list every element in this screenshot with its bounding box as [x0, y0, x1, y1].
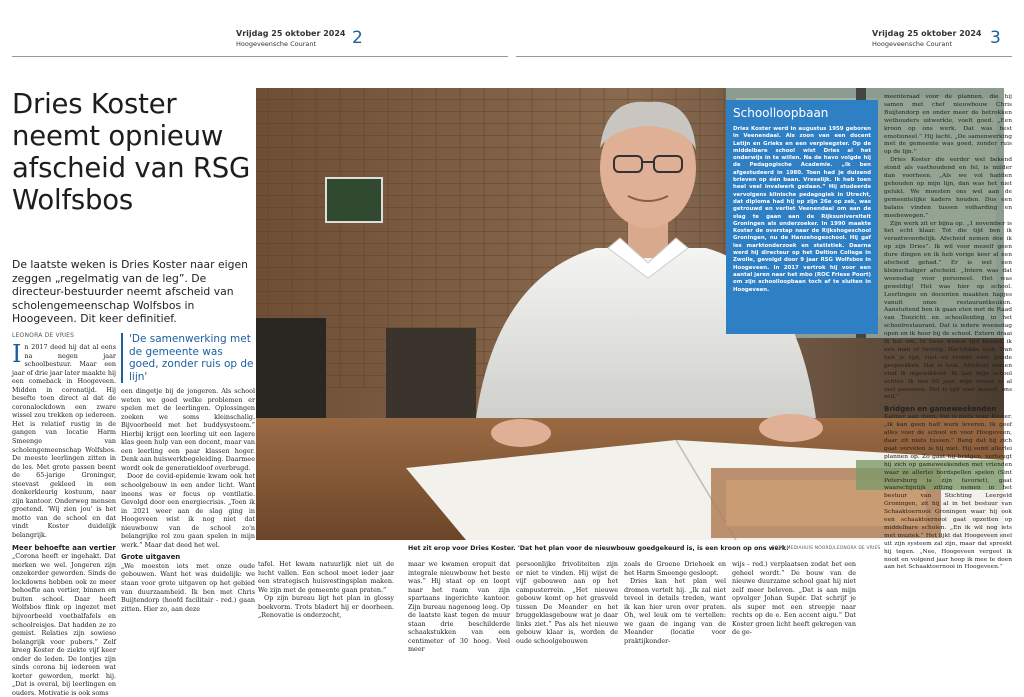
sidebar-schoolloopbaan — [726, 100, 878, 334]
article-column-8 — [884, 94, 1012, 572]
left-page-publication: Hoogeveensche Courant — [236, 40, 317, 48]
column-2-paragraph-1: een dingetje bij de jongeren. Als school weten we goed welke problemen er spelen met de leerlingen. Oplossingen zoeken we soms kleinschalig. Bijvoorbeeld met het buddysysteem.” Hierbij krijgt een leerling uit een lagere klas geen hulp van een docent, maar van een leerling een paar klassen hoger. Denk aan huiswerkbegeleiding. Daarmee wordt ook de generatiekloof overbrugd. — [121, 387, 255, 472]
article-intro: De laatste weken is Dries Koster naar eigen zeggen „regelmatig van de leg”. De directeur-bestuurder neemt afscheid van scholengemeenschap Wolfsbos in Hoogeveen. Dit keer definitief. — [12, 258, 249, 326]
right-page-number: 3 — [990, 28, 1001, 48]
right-header-rule — [516, 56, 1012, 57]
article-column-6 — [624, 560, 726, 645]
article-column-7 — [732, 560, 856, 637]
column-8-paragraph-3: Zijn werk zit er bijna op. „1 november is het echt klaar. Tot die tijd ben ik verantwoordelijk. Afscheid nemen doe ik op zijn Dries”. Ik wil voor mezelf geen dure dingen en ik heb vorige keer al een afscheid gehad.” Er is wel een kleinschaliger afscheid. „Intern was dat woensdag voor personeel. Het was geweldig! Het was hier op school. Leerlingen en docenten maakten hapjes vanuit onze restaurantkeuken. Aansluitend ben ik gaan eten met de Raad van Toezicht en schoolleiding in het schoolrestaurant. Dat is iedere woensdag open en ik hoor bij de school. Extern draai ik het om. In twee weken tijd bezoek ik een man of twintig. Hartstikke leuk. Dan heb je tijd, rust en ruimte voor goede gesprekken. Dat is leuk. Afscheid nemen vind ik ingewikkeld. Ik laat mijn school achter. Ik ben 65 jaar, mijn vrouw is al met pensioen. Het is tijd voor mezelf, ons zelf.” — [884, 220, 1012, 401]
pull-quote: 'De samenwerking met de gemeente was goed, zonder ruis op de lijn' — [121, 333, 255, 383]
right-page-date: Vrijdag 25 oktober 2024 — [872, 29, 982, 38]
column-1-paragraph-1: n 2017 deed hij dat al eens na negen jaar schoolbestuur. Maar een jaar of drie jaar later maakte hij een comeback in Hoogeveen. Midden in coronatijd. Hij besefte toen direct al dat de coronalockdown een zware wissel zou trekken op iedereen. Het is relatief rustig in de gangen van locatie Harm Smeenge van scholengemeenschap Wolfsbos. De meeste leerlingen zitten in de les. Met grote passen beent de 65-jarige Groninger, steevast gekleed in een donkerkleurig kostuum, naar zijn kantoor. Onderweg mensen groetend. 'Wij zien jou' is het motto van de school en dat vindt Koster duidelijk belangrijk. — [12, 343, 116, 540]
column-8-paragraph-1: meenteraad voor de plannen, die hij samen met chef nieuwbouw Chris Buijtendorp en onder meer de betrokken wethouders uitwerkte, voelt goed. „Een kroon op ons werk. Dat was best emotioneel.” Hij lacht. „De samenwerking met de gemeente was goed, zonder ruis op de lijn.” — [884, 94, 1012, 156]
subheading-meer-behoefte: Meer behoefte aan vertier — [12, 543, 116, 552]
left-page-date: Vrijdag 25 oktober 2024 — [236, 29, 346, 38]
subheading-bridgen: Bridgen en gameweekenden — [884, 405, 997, 414]
article-headline: Dries Koster neemt opnieuw afscheid van RSG Wolfsbos — [12, 88, 251, 216]
column-7-paragraph-1: wijs - red.) verplaatsen zodat het een geheel wordt.” De bouw van de nieuwe duurzame school gaat hij niet zelf meer beleven. „Dat is aan mijn opvolger Johan Supér. Dat schrijf je als super met een streepje naar rechts op de e. Een accent aigu.” Dat Koster groen licht heeft gekregen van de ge- — [732, 560, 856, 637]
sidebar-title: Schoolloopbaan — [733, 106, 829, 120]
article-column-5 — [516, 560, 618, 645]
column-6-paragraph-1: zoals de Groene Driehoek en het Harm Smeenge gesloopt. — [624, 560, 726, 577]
article-column-2 — [121, 387, 255, 613]
column-8-paragraph-2: Dries Koster die eerder wel bekend stond als vasthoudend en fel, is milder dan voorheen. „Als we vol hadden gehouden op mijn lijn, dan was het niet gelukt. We moesten ons wel aan de gemeentelijke kaders houden. Dus een balans vinden tussen volharding en meebewegen.” — [884, 157, 1012, 219]
column-5-paragraph-1: persoonlijke frivoliteiten zijn er niet te vinden. Hij wijst de vijf gebouwen aan op het campusterrein. „Het nieuwe gebouw komt op het grasveld tussen De Meander en het bruggeklasgebouw wat je daar links ziet.” Pas als het nieuwe gebouw klaar is, worden de oude schoolgebouwen — [516, 560, 618, 645]
left-header-rule — [12, 56, 508, 57]
left-page-number: 2 — [352, 28, 363, 48]
column-3-paragraph-1: tafel. Het kwam natuurlijk niet uit de lucht vallen. Een school moet ieder jaar een strategisch huisvestingsplan maken. We zijn met de gemeente gaan praten.” — [258, 560, 394, 594]
column-2-paragraph-2: Door de covid-epidemie kwam ook het schoolgebouw in een ander licht. Want ineens was er focus op ventilatie. Gevolgd door een energiecrisis. „Toen ik in 2021 weer aan de slag ging in Hoogeveen wist ik nog niet dat nieuwbouw van de school zo'n belangrijke rol zou gaan spelen in mijn werk.” Maar dat deed het wel. — [121, 472, 255, 549]
drop-cap: I — [12, 340, 22, 368]
subheading-grote-uitgaven: Grote uitgaven — [121, 553, 181, 562]
column-6-paragraph-2: Dries kan het plan wel dromen vertelt hij. „Ik zal niet teveel in details treden, want ik kan hier uren over praten. Oh, wel leuk om te vertellen: we gaan de ingang van de Meander (locatie voor praktijkonder- — [624, 577, 726, 645]
column-3-paragraph-2: Op zijn bureau ligt het plan in glossy boekvorm. Trots bladert hij er doorheen. „Renovatie is onderzocht, — [258, 594, 394, 620]
article-byline: LEONORA DE VRIES — [12, 332, 75, 339]
column-1-paragraph-2: „Corona heeft er ingehakt. Dat merken we wel. Jongeren zijn onzekerder geworden. Sinds de lockdowns hebben ook ze meer behoefte aan vertier, binnen en buiten school. Daar heeft Wolfsbos flink op ingezet met bijvoorbeeld voetbalfafels en schoolreisjes. Dat hadden ze zo gemist. Relaties zijn sowieso belangrijk voor pubers.” Zelf kreeg Koster de ziekte vijf keer onder de leden. De lontjes zijn sinds corona bij iedereen wat korter geworden, merkt hij. „Dat is overal, bij leerlingen en ouders. Motivatie is ook soms — [12, 552, 116, 697]
column-4-paragraph-1: maar we kwamen eropuit dat integrale nieuwbouw het beste was.” Hij staat op en loopt naar het raam van zijn spartaans ingerichte kantoor. Zijn bureau nagenoeg leeg. Op de laatste kast tegen de muur staan drie beschilderde schaakstukken van een centimeter of 30 hoog. Veel meer — [408, 560, 510, 654]
article-column-3 — [258, 560, 394, 620]
photo-credit: FOTO MEDIAHUIS NOORD/LEONORA DE VRIES — [772, 546, 881, 551]
article-column-4 — [408, 560, 510, 654]
right-page-publication: Hoogeveensche Courant — [872, 40, 953, 48]
column-2-paragraph-3: „We moesten iets met onze oude gebouwen. Want het was duidelijk: we staan voor grote uitgaven op het gebied van duurzaamheid. Ik ben met Chris Buijtendorp (hoofd facilitair - red.) gaan zitten. Hier zo, aan deze — [121, 561, 255, 613]
sidebar-text: Dries Koster werd in augustus 1959 geboren in Veenendaal. Als zoon van een docent Latijn en Grieks en een verpleegster. Op de middelbare school wist Dries al het onderwijs in te willen. Na de havo volgde hij de Pedagogische Academie. „Ik ben afgestudeerd in 1980. Toen had je duizend brieven op één baan. Vreselijk. Ik heb toen heel veel invalwerk gedaan.” Hij studeerde vervolgens klinische pedagogiek in Utrecht, dat diploma had hij op zijn 26e op zak, was getrouwd en verliet Veenendaal om aan de slag te gaan aan de Rijksuniversiteit Groningen als onderzoeker. In 1990 maakte Koster de overstap naar de Rijkshogeschool Groningen, nu de Hanzehogeschool. Hij gaf les marktonderzoek en statistiek. Daarna werd hij directeur op het Deltion College in Zwolle, gevolgd door 9 jaar RSG Wolfsbos in Hoogeveen. In 2017 vertrok hij voor een aantal jaren naar het mbo (ROC Friese Poort) om zijn schoolloopbaan toch af te sluiten in Hoogeveen. — [733, 126, 871, 293]
article-column-1 — [12, 340, 116, 697]
column-8-paragraph-4: Kalmer aan doen, het is niets voor Koster. „Ik kan geen half werk leveren. Ik geef alles voor de school en voor Hoogeveen, daar zit niets tussen.” Bang dat hij zich gaat vervelen is hij niet. Hij somt allerlei plannen op. Zo gaat hij bridgen, verheugt hij zich op gameweekenden met vrienden waar ze allerlei bordspellen spelen (Sint Petersburg is zijn favoriet), gaat waarschijnlijk zitting nemen in het bestuur van Stichting Leergeld Groningen, zit hij al in het bestuur van Schaaktoernooi Groningen waar hij ook een schaaktoernooi gaat opzetten op middelbare scholen. „En ik wil nog iets met muziek.” Het lijkt dat Hoogeveen snel uit zijn systeem zal zijn, maar dat spreekt hij tegen. „Nee, Hoogeveen vergeet ik nooit en volgend jaar hoop ik mee te doen aan het Schaaktoernooi in Hoogeveen.” — [884, 414, 1012, 571]
photo-caption: Het zit erop voor Dries Koster. 'Dat het plan voor de nieuwbouw goedgekeurd is, is een kroon op ons werk.' — [408, 545, 791, 552]
